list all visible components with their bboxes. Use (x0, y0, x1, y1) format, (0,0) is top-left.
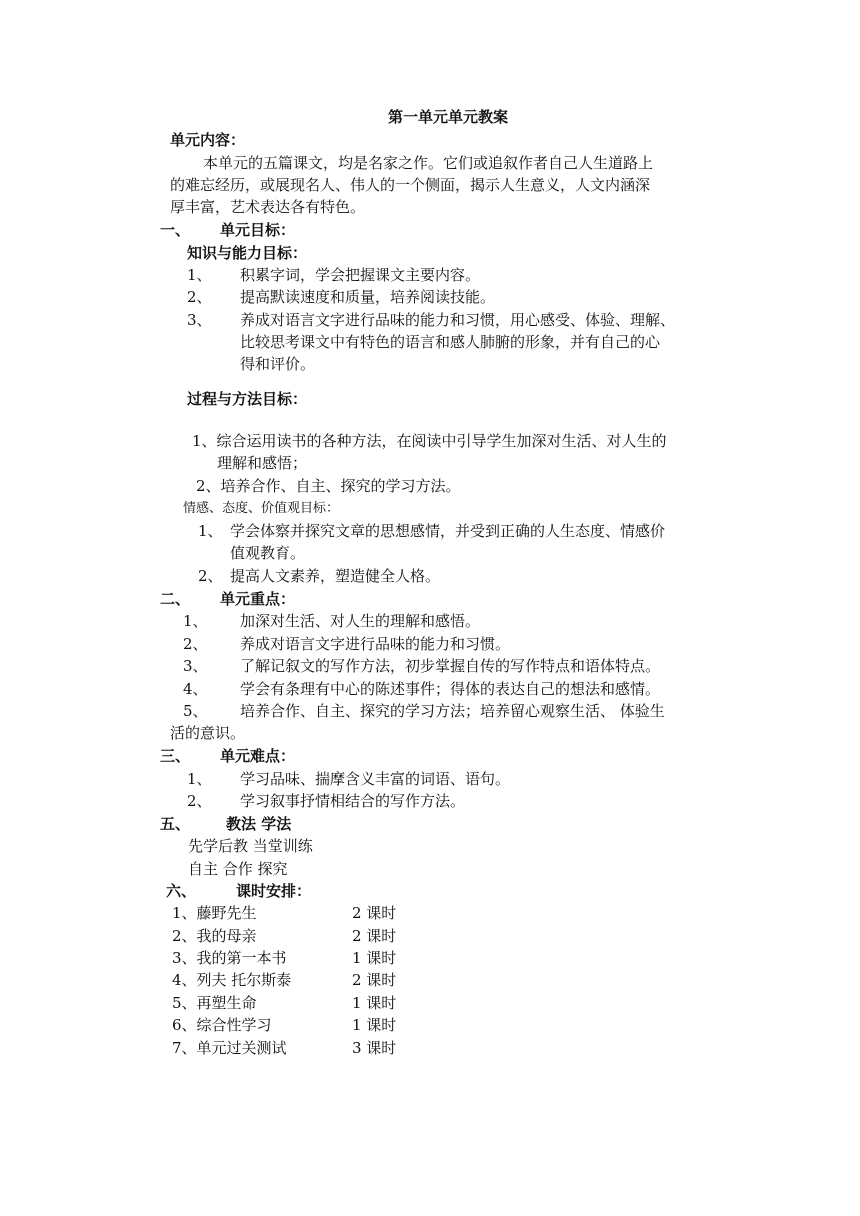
section-title: 单元目标： (220, 221, 296, 239)
content-heading: 单元内容： (170, 131, 246, 149)
lesson-name: 2、我的母亲 (172, 927, 257, 945)
section-number: 五、 (160, 815, 191, 833)
lesson-hours: 2 课时 (352, 904, 397, 922)
list-number: 2、 (183, 635, 208, 653)
content-line: 的难忘经历，或展现名人、伟人的一个侧面，揭示人生意义，人文内涵深 (170, 176, 651, 194)
list-item-cont: 活的意识。 (170, 724, 246, 742)
subsection-heading: 过程与方法目标： (187, 390, 308, 408)
list-number: 1、 (198, 522, 223, 540)
lesson-hours: 3 课时 (352, 1039, 397, 1057)
lesson-hours: 1 课时 (352, 1016, 397, 1034)
list-item: 学会体察并探究文章的思想感情，并受到正确的人生态度、情感价 (230, 522, 666, 540)
list-item: 学会有条理有中心的陈述事件；得体的表达自己的想法和感情。 (240, 680, 661, 698)
subsection-heading: 知识与能力目标： (187, 244, 308, 262)
lesson-hours: 2 课时 (352, 927, 397, 945)
content-line: 厚丰富，艺术表达各有特色。 (170, 198, 366, 216)
section-number: 六、 (166, 882, 197, 900)
section-title: 单元重点： (220, 590, 296, 608)
page-title: 第一单元单元教案 (388, 108, 509, 126)
section-number: 三、 (160, 747, 191, 765)
section-title: 课时安排： (236, 882, 312, 900)
list-item: 提高人文素养，塑造健全人格。 (230, 567, 441, 585)
list-number: 4、 (183, 680, 208, 698)
list-item: 学习品味、揣摩含义丰富的词语、语句。 (240, 770, 511, 788)
lesson-hours: 2 课时 (352, 971, 397, 989)
lesson-name: 3、我的第一本书 (172, 949, 287, 967)
subsection-heading: 情感、态度、价值观目标： (183, 501, 340, 516)
list-item: 学习叙事抒情相结合的写作方法。 (240, 792, 466, 810)
lesson-hours: 1 课时 (352, 949, 397, 967)
list-number: 1、 (187, 770, 212, 788)
section-number: 一、 (160, 221, 191, 239)
method-line: 自主 合作 探究 (188, 860, 288, 878)
list-number: 1、 (183, 612, 208, 630)
list-item-cont: 比较思考课文中有特色的语言和感人肺腑的形象，并有自己的心 (240, 333, 661, 351)
list-item: 1、综合运用读书的各种方法，在阅读中引导学生加深对生活、对人生的 (192, 432, 667, 450)
list-item: 2、培养合作、自主、探究的学习方法。 (196, 477, 461, 495)
list-item-cont: 值观教育。 (230, 544, 306, 562)
list-number: 2、 (198, 567, 223, 585)
section-title: 单元难点： (220, 747, 296, 765)
list-item: 培养合作、自主、探究的学习方法；培养留心观察生活、 体验生 (240, 702, 665, 720)
method-line: 先学后教 当堂训练 (188, 837, 313, 855)
list-item-cont: 得和评价。 (240, 355, 316, 373)
list-item: 提高默读速度和质量，培养阅读技能。 (240, 288, 496, 306)
list-number: 3、 (187, 311, 212, 329)
lesson-name: 7、单元过关测试 (172, 1039, 287, 1057)
section-number: 二、 (160, 590, 191, 608)
list-number: 2、 (187, 288, 212, 306)
list-number: 1、 (187, 266, 212, 284)
list-item: 养成对语言文字进行品味的能力和习惯，用心感受、体验、理解、 (240, 311, 676, 329)
section-title: 教法 学法 (226, 815, 292, 833)
list-number: 2、 (187, 792, 212, 810)
list-number: 3、 (183, 657, 208, 675)
lesson-name: 4、列夫 托尔斯泰 (172, 971, 292, 989)
list-item: 了解记叙文的写作方法，初步掌握自传的写作特点和语体特点。 (240, 657, 661, 675)
list-number: 5、 (183, 702, 208, 720)
list-item: 加深对生活、对人生的理解和感悟。 (240, 612, 481, 630)
lesson-name: 1、藤野先生 (172, 904, 257, 922)
lesson-name: 6、综合性学习 (172, 1016, 272, 1034)
lesson-hours: 1 课时 (352, 994, 397, 1012)
list-item-cont: 理解和感悟； (217, 454, 308, 472)
list-item: 积累字词，学会把握课文主要内容。 (240, 266, 481, 284)
lesson-name: 5、再塑生命 (172, 994, 257, 1012)
list-item: 养成对语言文字进行品味的能力和习惯。 (240, 635, 511, 653)
content-line: 本单元的五篇课文，均是名家之作。它们或追叙作者自己人生道路上 (203, 154, 654, 172)
